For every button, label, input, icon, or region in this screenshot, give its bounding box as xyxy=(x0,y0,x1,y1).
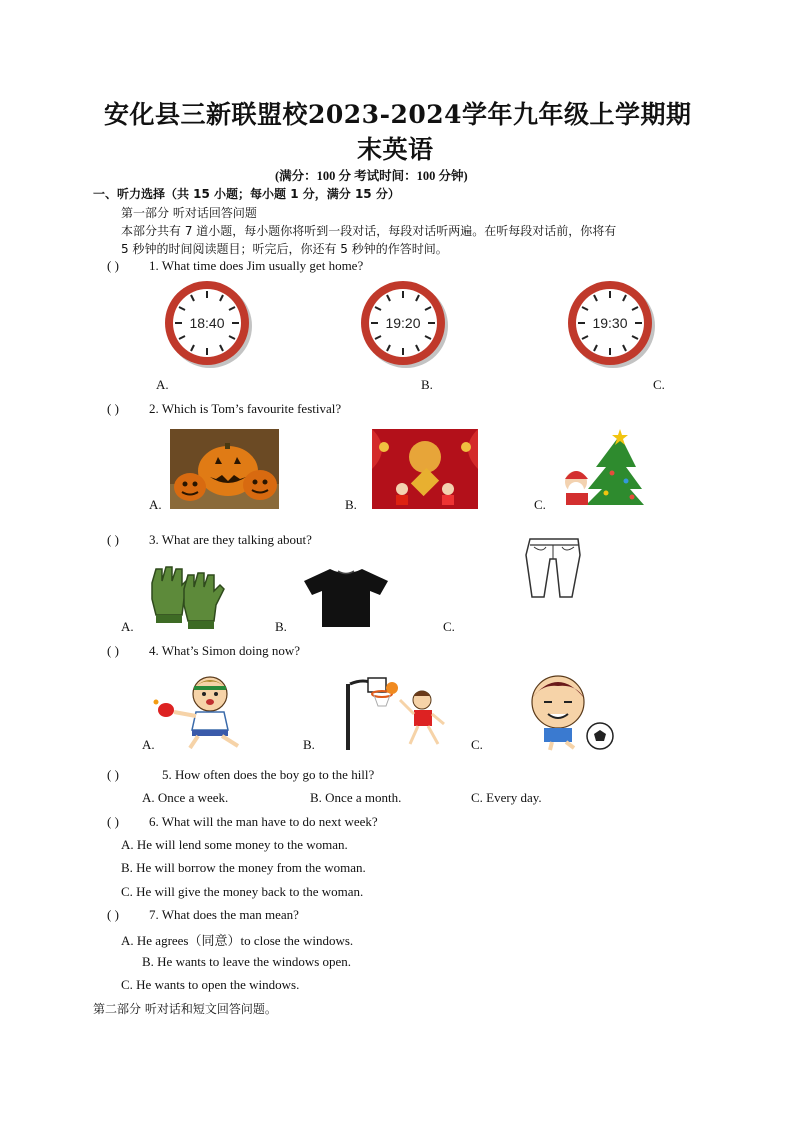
q5-question: 5. How often does the boy go to the hill? xyxy=(162,767,375,782)
q5-option-a[interactable]: A. Once a week. xyxy=(142,790,229,805)
q4-option-a-label[interactable]: A. xyxy=(142,737,155,752)
clock-a-time: 18:40 xyxy=(189,315,225,331)
spring-festival-image xyxy=(372,429,478,509)
q7-question: 7. What does the man mean? xyxy=(149,907,299,922)
q6-question: 6. What will the man have to do next week? xyxy=(149,814,378,829)
q4-question: 4. What’s Simon doing now? xyxy=(149,643,301,658)
clock-icon-b xyxy=(359,279,449,369)
t-shirt-image xyxy=(300,565,392,629)
q2-option-a-label[interactable]: A. xyxy=(149,497,162,512)
q3-option-c-label[interactable]: C. xyxy=(443,619,455,634)
clock-icon-c xyxy=(566,279,656,369)
q4-answer-paren[interactable]: ( ) xyxy=(107,643,119,658)
q2-question: 2. Which is Tom’s favourite festival? xyxy=(149,401,342,416)
q6-option-b[interactable]: B. He will borrow the money from the woman. xyxy=(121,860,366,875)
q1-option-b-label[interactable]: B. xyxy=(421,377,433,392)
pants-image xyxy=(522,535,586,601)
q1-answer-paren[interactable]: ( ) xyxy=(107,258,119,273)
q5-option-b[interactable]: B. Once a month. xyxy=(310,790,402,805)
exam-info: (满分：100 分 考试时间：100 分钟) xyxy=(275,169,468,183)
q3-option-a-label[interactable]: A. xyxy=(121,619,134,634)
q7-option-a[interactable]: A. He agrees（同意）to close the windows. xyxy=(121,933,354,948)
q2-option-b-label[interactable]: B. xyxy=(345,497,357,512)
soccer-boy-image xyxy=(522,672,618,752)
q6-option-c[interactable]: C. He will give the money back to the woman. xyxy=(121,884,364,899)
q7-answer-paren[interactable]: ( ) xyxy=(107,907,119,922)
q4-option-c-label[interactable]: C. xyxy=(471,737,483,752)
page-title-line1: 安化县三新联盟校2023-2024学年九年级上学期期 xyxy=(104,100,692,129)
clock-b-time: 19:20 xyxy=(385,315,421,331)
q1-option-a-label[interactable]: A. xyxy=(156,377,169,392)
q6-option-a[interactable]: A. He will lend some money to the woman. xyxy=(121,837,348,852)
instructions-line2: 5 秒钟的时间阅读题目；听完后，你还有 5 秒钟的作答时间。 xyxy=(121,242,448,256)
q5-answer-paren[interactable]: ( ) xyxy=(107,767,119,782)
q7-option-c[interactable]: C. He wants to open the windows. xyxy=(121,977,300,992)
q2-answer-paren[interactable]: ( ) xyxy=(107,401,119,416)
q1-question: 1. What time does Jim usually get home? xyxy=(149,258,364,273)
q6-answer-paren[interactable]: ( ) xyxy=(107,814,119,829)
part1-title: 第一部分 听对话回答问题 xyxy=(121,206,257,220)
clock-icon-a xyxy=(163,279,253,369)
clock-c-time: 19:30 xyxy=(592,315,628,331)
q1-option-c-label[interactable]: C. xyxy=(653,377,665,392)
section-heading: 一、听力选择（共 15 小题；每小题 1 分，满分 15 分） xyxy=(93,187,400,201)
instructions-line1: 本部分共有 7 道小题，每小题你将听到一段对话，每段对话听两遍。在听每段对话前，你将有 xyxy=(121,224,617,238)
q7-option-b[interactable]: B. He wants to leave the windows open. xyxy=(142,954,352,969)
basketball-image xyxy=(344,674,454,750)
page-title-line2: 末英语 xyxy=(357,135,434,164)
q3-answer-paren[interactable]: ( ) xyxy=(107,532,119,547)
q2-option-c-label[interactable]: C. xyxy=(534,497,546,512)
q3-option-b-label[interactable]: B. xyxy=(275,619,287,634)
q4-option-b-label[interactable]: B. xyxy=(303,737,315,752)
part2-title: 第二部分 听对话和短文回答问题。 xyxy=(93,1002,277,1016)
gloves-image xyxy=(142,563,236,633)
table-tennis-boy-image xyxy=(152,672,256,750)
halloween-pumpkins-image xyxy=(170,429,279,509)
q3-question: 3. What are they talking about? xyxy=(149,532,312,547)
christmas-image xyxy=(556,427,646,507)
q5-option-c[interactable]: C. Every day. xyxy=(471,790,542,805)
